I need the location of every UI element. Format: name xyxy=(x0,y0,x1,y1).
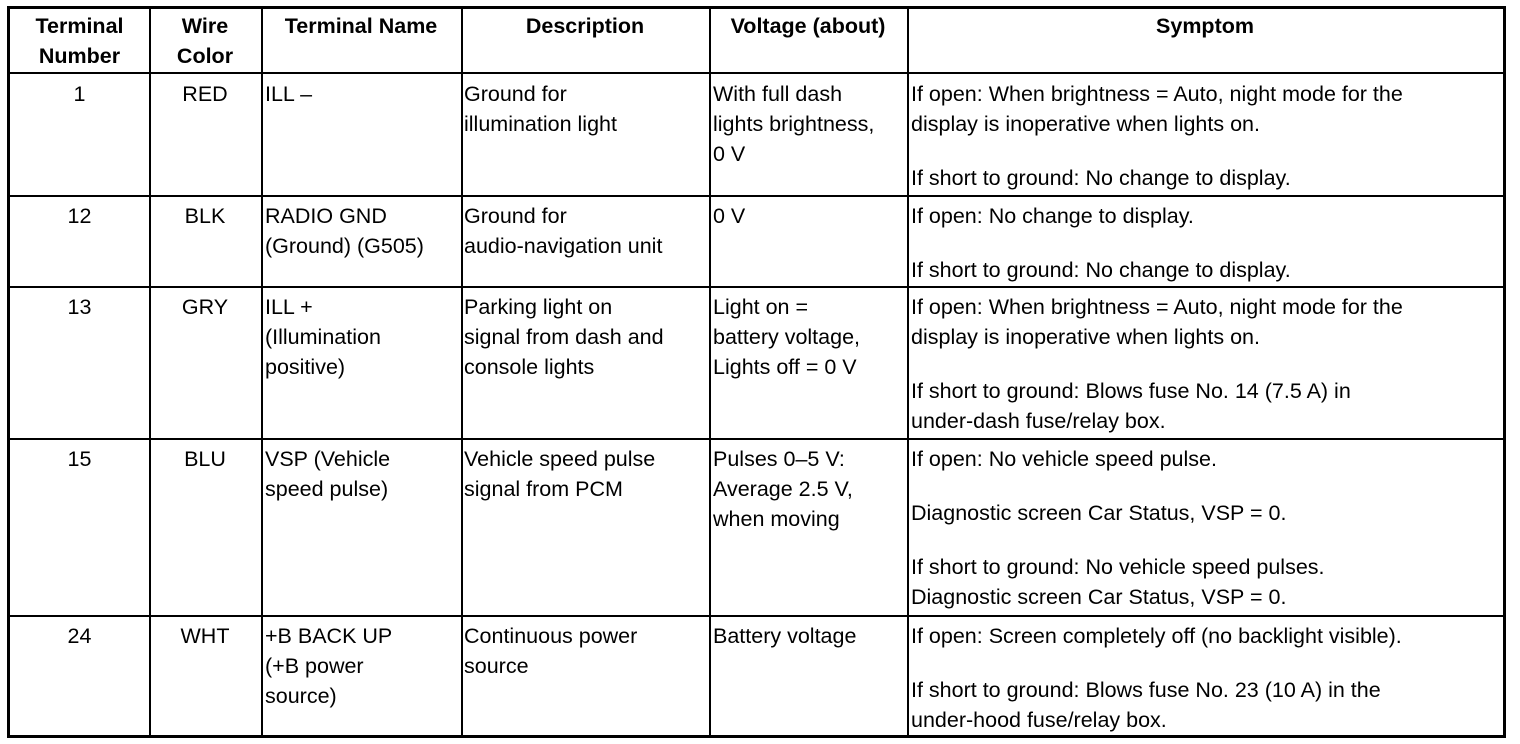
paragraph-gap xyxy=(911,651,1503,675)
cell-terminal-number xyxy=(10,292,149,322)
cell-text: display is inoperative when lights on. xyxy=(911,325,1260,349)
cell-text: Lights off = 0 V xyxy=(713,355,857,379)
cell-text: If short to ground: Blows fuse No. 14 (7.5 A) in xyxy=(911,379,1351,403)
cell-voltage xyxy=(713,201,905,231)
cell-text: under-hood fuse/relay box. xyxy=(911,708,1167,732)
cell-text: If open: When brightness = Auto, night mode for the xyxy=(911,82,1403,106)
cell-symptom xyxy=(911,201,1503,285)
cell-text: Battery voltage xyxy=(713,624,857,648)
cell-text: signal from dash and xyxy=(464,325,664,349)
cell-text: lights brightness, xyxy=(713,112,875,136)
paragraph-gap xyxy=(911,231,1503,255)
cell-text: Continuous power xyxy=(464,624,638,648)
header-text: Terminal Name xyxy=(284,14,438,38)
cell-symptom xyxy=(911,79,1503,193)
paragraph-gap xyxy=(911,139,1503,163)
cell-terminal-number xyxy=(10,621,149,651)
cell-text: console lights xyxy=(464,355,595,379)
header-wire-color xyxy=(149,11,261,71)
row-divider xyxy=(10,195,1503,197)
cell-text: Diagnostic screen Car Status, VSP = 0. xyxy=(911,585,1287,609)
cell-text: source) xyxy=(265,684,337,708)
header-text: Number xyxy=(38,44,121,68)
cell-text: RADIO GND xyxy=(265,204,387,228)
cell-text: If open: No vehicle speed pulse. xyxy=(911,447,1217,471)
cell-text: positive) xyxy=(265,355,346,379)
header-text: Terminal xyxy=(35,14,124,38)
cell-text: 12 xyxy=(67,204,92,228)
cell-text: (+B power xyxy=(265,654,364,678)
cell-description xyxy=(464,79,707,139)
cell-text: Light on = xyxy=(713,295,809,319)
row-divider xyxy=(10,438,1503,440)
header-voltage xyxy=(709,11,907,41)
cell-text: Parking light on xyxy=(464,295,613,319)
cell-wire-color xyxy=(149,79,261,109)
header-text: Wire xyxy=(181,14,229,38)
header-text: Description xyxy=(525,14,645,38)
row-divider xyxy=(10,72,1503,74)
cell-text: If short to ground: Blows fuse No. 23 (10 A) in the xyxy=(911,678,1381,702)
cell-description xyxy=(464,292,707,382)
cell-text: Diagnostic screen Car Status, VSP = 0. xyxy=(911,501,1287,525)
cell-voltage xyxy=(713,79,905,169)
cell-text: VSP (Vehicle xyxy=(265,447,391,471)
column-divider xyxy=(907,9,909,735)
cell-text: If short to ground: No change to display. xyxy=(911,258,1291,282)
cell-text: If open: Screen completely off (no backlight visible). xyxy=(911,624,1402,648)
cell-text: ILL + xyxy=(265,295,313,319)
cell-text: 24 xyxy=(67,624,92,648)
cell-text: under-dash fuse/relay box. xyxy=(911,409,1166,433)
cell-voltage xyxy=(713,444,905,534)
cell-text: 0 V xyxy=(713,142,746,166)
cell-text: Average 2.5 V, xyxy=(713,477,853,501)
cell-text: If short to ground: No change to display. xyxy=(911,166,1291,190)
header-symptom xyxy=(907,11,1503,41)
column-divider xyxy=(461,9,463,735)
cell-text: audio-navigation unit xyxy=(464,234,663,258)
paragraph-gap xyxy=(911,474,1503,498)
cell-text: 1 xyxy=(73,82,86,106)
terminal-table xyxy=(7,6,1506,738)
cell-wire-color xyxy=(149,444,261,474)
cell-text: Vehicle speed pulse xyxy=(464,447,656,471)
cell-description xyxy=(464,444,707,504)
cell-text: If open: No change to display. xyxy=(911,204,1194,228)
cell-text: 0 V xyxy=(713,204,746,228)
cell-wire-color xyxy=(149,292,261,322)
cell-text: source xyxy=(464,654,529,678)
cell-text: 15 xyxy=(67,447,92,471)
cell-terminal-name xyxy=(265,621,459,711)
header-text: Voltage (about) xyxy=(730,14,886,38)
cell-description xyxy=(464,621,707,681)
cell-text: display is inoperative when lights on. xyxy=(911,112,1260,136)
header-text: Symptom xyxy=(1156,14,1254,38)
cell-text: Ground for xyxy=(464,204,567,228)
cell-text: battery voltage, xyxy=(713,325,861,349)
header-text: Color xyxy=(176,44,234,68)
cell-text: Ground for xyxy=(464,82,567,106)
cell-text: +B BACK UP xyxy=(265,624,393,648)
column-divider xyxy=(709,9,711,735)
cell-text: (Illumination xyxy=(265,325,381,349)
cell-text: signal from PCM xyxy=(464,477,623,501)
cell-text: RED xyxy=(182,82,228,106)
cell-terminal-name xyxy=(265,79,459,109)
cell-symptom xyxy=(911,444,1503,612)
header-terminal-number xyxy=(10,11,149,71)
cell-text: 13 xyxy=(67,295,92,319)
paragraph-gap xyxy=(911,352,1503,376)
cell-description xyxy=(464,201,707,261)
cell-text: If open: When brightness = Auto, night mode for the xyxy=(911,295,1403,319)
cell-text: Pulses 0–5 V: xyxy=(713,447,845,471)
cell-terminal-number xyxy=(10,79,149,109)
cell-terminal-number xyxy=(10,444,149,474)
cell-text: ILL – xyxy=(265,82,313,106)
cell-text: With full dash xyxy=(713,82,843,106)
cell-text: If short to ground: No vehicle speed pulses. xyxy=(911,555,1325,579)
header-description xyxy=(461,11,709,41)
cell-text: BLK xyxy=(184,204,226,228)
cell-text: illumination light xyxy=(464,112,617,136)
header-terminal-name xyxy=(261,11,461,41)
cell-symptom xyxy=(911,292,1503,436)
cell-text: GRY xyxy=(181,295,229,319)
cell-text: WHT xyxy=(180,624,230,648)
cell-voltage xyxy=(713,621,905,651)
column-divider xyxy=(261,9,263,735)
cell-terminal-number xyxy=(10,201,149,231)
row-divider xyxy=(10,615,1503,617)
paragraph-gap xyxy=(911,528,1503,552)
cell-wire-color xyxy=(149,201,261,231)
cell-symptom xyxy=(911,621,1503,735)
cell-wire-color xyxy=(149,621,261,651)
cell-terminal-name xyxy=(265,201,459,261)
cell-text: (Ground) (G505) xyxy=(265,234,424,258)
cell-text: when moving xyxy=(713,507,840,531)
cell-text: BLU xyxy=(184,447,226,471)
cell-terminal-name xyxy=(265,444,459,504)
row-divider xyxy=(10,286,1503,288)
cell-terminal-name xyxy=(265,292,459,382)
cell-text: speed pulse) xyxy=(265,477,389,501)
cell-voltage xyxy=(713,292,905,382)
